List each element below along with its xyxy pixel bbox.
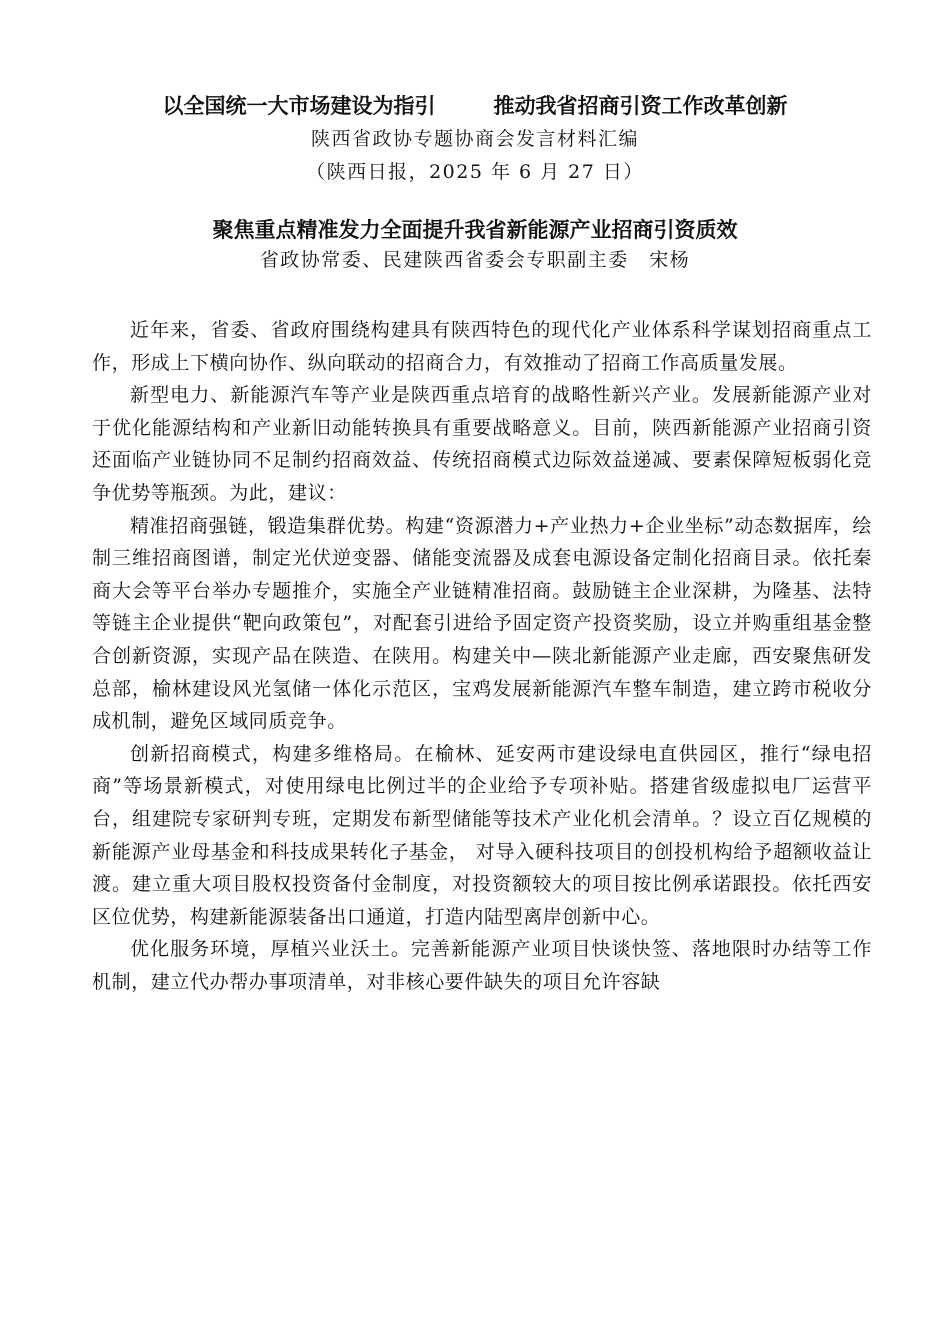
paragraph: 近年来，省委、省政府围绕构建具有陕西特色的现代化产业体系科学谋划招商重点工作，形成上下横向协作、纵向联动的招商合力，有效推动了招商工作高质量发展。 xyxy=(92,319,872,374)
paragraph: 优化服务环境，厚植兴业沃土。完善新能源产业项目快谈快签、落地限时办结等工作机制，建立代办帮办事项清单，对非核心要件缺失的项目允许容缺 xyxy=(92,938,872,993)
paragraph: 新型电力、新能源汽车等产业是陕西重点培育的战略性新兴产业。发展新能源产业对于优化能源结构和产业新旧动能转换具有重要战略意义。目前，陕西新能源产业招商引资还面临产业链协同不足制约招商效益、传统招商模式边际效益递减、要素保障短板弱化竞争优势等瓶颈。为此，建议： xyxy=(92,384,872,504)
article-body xyxy=(92,314,872,998)
main-title xyxy=(0,90,950,120)
main-title-left: 以全国统一大市场建设为指引 xyxy=(162,93,436,118)
article-title: 聚焦重点精准发力全面提升我省新能源产业招商引资质效 xyxy=(212,217,738,242)
main-title-right: 推动我省招商引资工作改革创新 xyxy=(493,93,788,118)
paragraph: 创新招商模式，构建多维格局。在榆林、延安两市建设绿电直供园区，推行“绿电招商”等场景新模式，对使用绿电比例过半的企业给予专项补贴。搭建省级虚拟电厂运营平台，组建院专家研判专班，定期发布新型储能等技术产业化机会清单。？设立百亿规模的新能源产业母基金和科技成果转化子基金， 对导入硬科技项目的创投机构给予超额收益让渡。建立重大项目股权投资备付金制度，对投资额较大的项目按比例承诺跟投。依托西安区位优势，构建新能源装备出口通道，打造内陆型离岸创新中心。 xyxy=(92,742,872,928)
compilation-subtitle: 陕西省政协专题协商会发言材料汇编 xyxy=(310,128,639,150)
paragraph: 精准招商强链，锻造集群优势。构建“资源潜力+产业热力+企业坐标”动态数据库，绘制三维招商图谱，制定光伏逆变器、储能变流器及成套电源设备定制化招商目录。依托秦商大会等平台举办专题推介，实施全产业链精准招商。鼓励链主企业深耕，为隆基、法特等链主企业提供“靶向政策包”，对配套引进给予固定资产投资奖励，设立并购重组基金整合创新资源，实现产品在陕造、在陕用。构建关中—陕北新能源产业走廊，西安聚焦研发总部，榆林建设风光氢储一体化示范区，宝鸡发展新能源汽车整车制造，建立跨市税收分成机制，避免区域同质竞争。 xyxy=(92,514,872,733)
source-line: （陕西日报，2025 年 6 月 27 日） xyxy=(306,161,644,183)
author-line: 省政协常委、民建陕西省委会专职副主委 宋杨 xyxy=(259,249,691,271)
